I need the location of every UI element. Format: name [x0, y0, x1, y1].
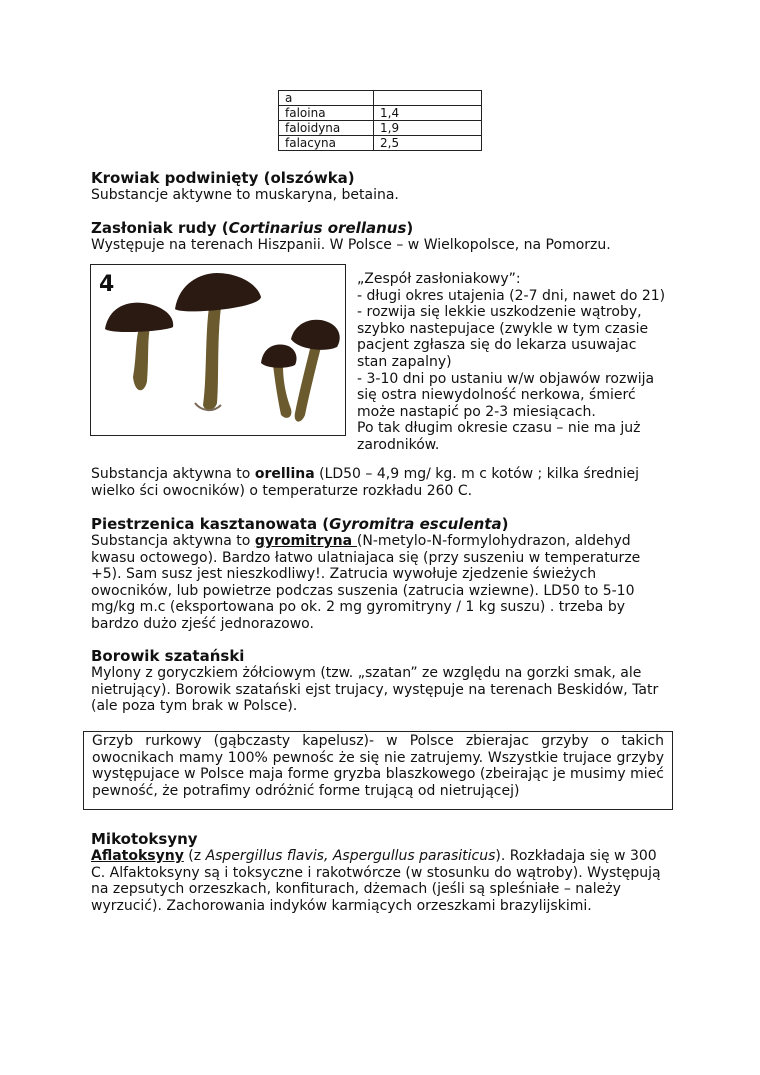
mikotoksyny-heading: Mikotoksyny	[91, 830, 198, 848]
mushroom-cap-center	[175, 273, 261, 311]
toxin-value-cell	[374, 91, 482, 106]
mushroom-illustration	[90, 264, 346, 436]
mushroom-stem-center	[203, 307, 221, 410]
piestrzenica-heading: Piestrzenica kasztanowata (Gyromitra esculenta)	[91, 515, 509, 533]
borowik-paragraph	[91, 665, 659, 715]
box-line: Grzyb rurkowy (gąbczasty kapelusz)- w Polsce zbierajac grzyby o takich	[92, 733, 664, 749]
borowik-line: (ale poza tym brak w Polsce).	[91, 698, 298, 715]
mushroom-stem-right-small	[273, 365, 291, 418]
zasloniak-heading: Zasłoniak rudy (Cortinarius orellanus)	[91, 219, 414, 237]
box-line: występujace w Polsce maja forme gryzba blaszkowego (zbeirając je musimy mieć	[92, 766, 664, 783]
piestrzenica-line-1: Substancja aktywna to gyromitryna (N-metylo-N-formylohydrazon, aldehyd	[91, 533, 631, 549]
toxin-name-cell: faloidyna	[279, 121, 374, 136]
side-line: pacjent zgłasza się do lekarza usuwajac	[357, 337, 637, 354]
mushroom-cap-right-small	[261, 345, 297, 368]
toxin-table-row	[279, 106, 482, 121]
mushroom-cap-right-tall	[291, 320, 340, 350]
orellina-paragraph	[91, 466, 651, 499]
side-line: szybko nastepujace (zwykle w tym czasie	[357, 320, 649, 337]
side-line: „Zespół zasłoniakowy”:	[357, 271, 521, 287]
zasloniak-text: Występuje na terenach Hiszpanii. W Polsce – w Wielkopolsce, na Pomorzu.	[91, 237, 611, 253]
krowiak-heading: Krowiak podwinięty (olszówka)	[91, 169, 355, 187]
box-line: owocnikach mamy 100% pewnośc że się nie zatrujemy. Wszystkie trujace grzyby	[92, 749, 664, 766]
toxin-value-cell: 1,9	[374, 121, 482, 136]
mikotoksyny-line: na zepsutych orzeszkach, konfiturach, dżemach (jeśli są spleśniałe – należy	[91, 881, 621, 898]
side-line: może nastapić po 2-3 miesiącach.	[357, 403, 596, 420]
side-line: - długi okres utajenia (2-7 dni, nawet do 21)	[357, 287, 666, 304]
side-line: - rozwija się lekkie uszkodzenie wątroby,	[357, 304, 642, 321]
toxin-table	[278, 90, 482, 151]
toxin-table-row	[279, 91, 482, 106]
toxin-value-cell: 2,5	[374, 136, 482, 151]
mikotoksyny-line-1: Aflatoksyny (z Aspergillus flavis, Aspergullus parasiticus). Rozkładaja się w 300	[91, 848, 657, 864]
mikotoksyny-line: wyrzucić). Zachorowania indyków karmiących orzeszkami brazylijskimi.	[91, 897, 592, 914]
mushroom-stem-left	[133, 323, 151, 390]
info-box	[83, 731, 673, 810]
side-line: stan zapalny)	[357, 353, 452, 370]
side-line: zarodników.	[357, 436, 440, 453]
toxin-name-cell: faloina	[279, 106, 374, 121]
side-line: Po tak długim okresie czasu – nie ma już	[357, 420, 641, 437]
borowik-heading: Borowik szatański	[91, 647, 245, 665]
borowik-line: Mylony z goryczkiem żółciowym (tzw. „szatan” ze względu na gorzki smak, ale	[91, 665, 642, 681]
toxin-name-cell: a	[279, 91, 374, 106]
piestrzenica-line: mg/kg m.c (eksportowana po ok. 2 mg gyromitryny / 1 kg suszu) . trzeba by	[91, 599, 626, 616]
piestrzenica-line: owocników, lub powietrze podczas suszenia (zatrucia wziewne). LD50 to 5-10	[91, 582, 635, 599]
figure-number: 4	[99, 272, 115, 297]
orellina-line-1: Substancja aktywna to orellina (LD50 – 4,9 mg/ kg. m c kotów ; kilka średniej	[91, 466, 639, 482]
piestrzenica-line: bardzo dużo zjeść jednorazowo.	[91, 615, 314, 632]
mushroom-cap-left	[105, 303, 173, 332]
mikotoksyny-line: C. Alfaktoksyny są i toksyczne i rakotwórcze (w stosunku do wątroby). Występują	[91, 864, 661, 881]
mushroom-stem-right-tall	[295, 345, 321, 422]
krowiak-text: Substancje aktywne to muskaryna, betaina.	[91, 187, 399, 203]
toxin-table-row	[279, 121, 482, 136]
piestrzenica-paragraph	[91, 533, 651, 633]
mikotoksyny-paragraph	[91, 848, 661, 914]
orellina-line-2: wielko ści owocników) o temperaturze rozkładu 260 C.	[91, 482, 473, 499]
piestrzenica-line: kwasu octowego). Bardzo łatwo ulatniajaca się (przy suszeniu w temperaturze	[91, 549, 641, 566]
box-line-last: pewność, że potrafimy odróżnić forme trującą od nietrującej)	[92, 782, 520, 799]
borowik-line: nietrujący). Borowik szatański ejst trujacy, występuje na terenach Beskidów, Tatr	[91, 681, 659, 698]
side-line: - 3-10 dni po ustaniu w/w objawów rozwija	[357, 370, 655, 387]
toxin-value-cell: 1,4	[374, 106, 482, 121]
syndrome-description	[357, 271, 677, 454]
piestrzenica-line: +5). Sam susz jest nieszkodliwy!. Zatrucia wywołuje zjedzenie świeżych	[91, 566, 597, 583]
mushroom-drawing	[91, 265, 345, 435]
toxin-name-cell: falacyna	[279, 136, 374, 151]
side-line: się ostra niewydolność nerkowa, śmierć	[357, 387, 636, 404]
toxin-table-row	[279, 136, 482, 151]
